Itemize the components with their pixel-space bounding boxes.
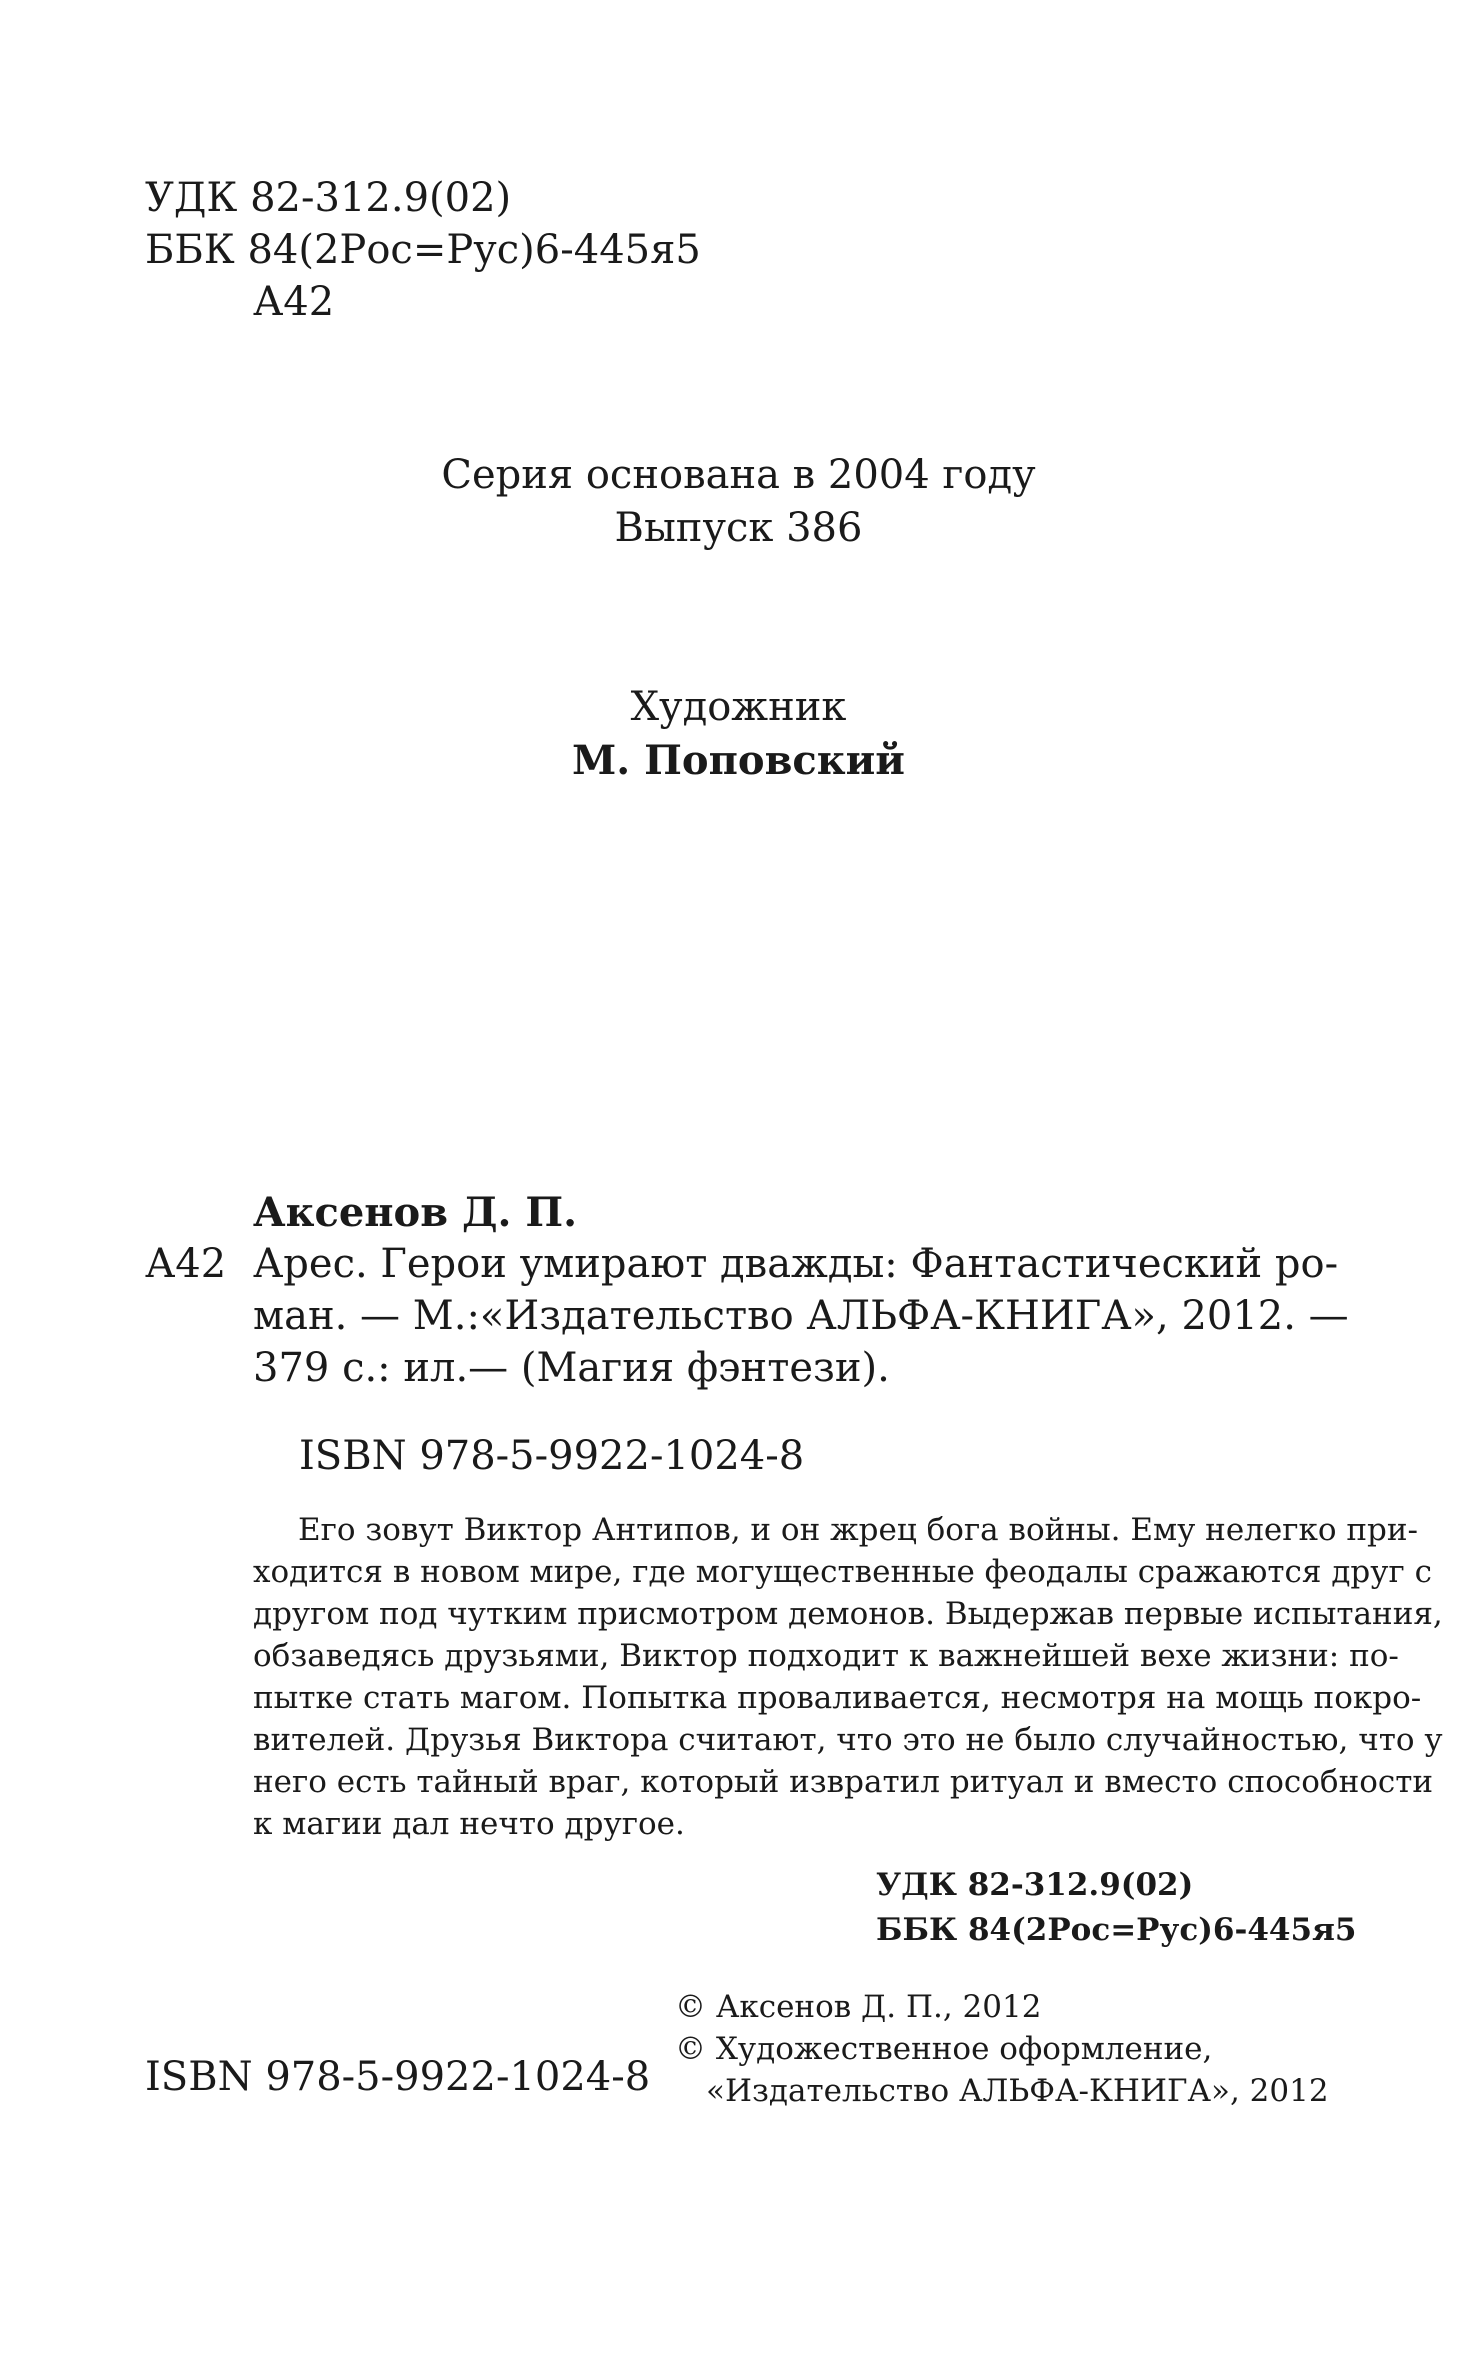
isbn-bottom: ISBN 978-5-9922-1024-8 [145,2054,651,2100]
catalog-title-line: Арес. Герои умирают дважды: Фантастический ро- [253,1241,1339,1287]
catalog-pages-line: 379 с.: ил.— (Магия фэнтези). [253,1345,890,1391]
artist-name: М. Поповский [572,737,905,784]
annotation-line: другом под чутким присмотром демонов. Выдержав первые испытания, [253,1596,1443,1632]
catalog-isbn: ISBN 978-5-9922-1024-8 [299,1433,805,1479]
udk-code: УДК 82-312.9(02) [145,175,512,221]
annotation-line: ходится в новом мире, где могущественные феодалы сражаются друг с [253,1554,1432,1590]
catalog-imprint-line [253,1293,1349,1339]
footer-udk-code: УДК 82-312.9(02) [876,1867,1194,1903]
catalog-imprint-publisher: «Издательство АЛЬФА-КНИГА», 2012. — [479,1293,1349,1339]
annotation-line: обзаведясь друзьями, Виктор подходит к важнейшей вехе жизни: по- [253,1638,1399,1674]
copyright-author: © Аксенов Д. П., 2012 [675,1989,1042,2025]
copyright-design: © Художественное оформление, [675,2031,1213,2067]
footer-bbk-code: ББК 84(2Рос=Рус)6-445я5 [876,1912,1357,1948]
annotation-line: к магии дал нечто другое. [253,1806,685,1842]
author-mark: А42 [253,279,335,325]
catalog-code: А42 [145,1241,227,1287]
annotation-line: Его зовут Виктор Антипов, и он жрец бога войны. Ему нелегко при- [298,1512,1418,1548]
bbk-code: ББК 84(2Рос=Рус)6-445я5 [145,227,701,273]
annotation-line: вителей. Друзья Виктора считают, что это не было случайностью, что у [253,1722,1443,1758]
catalog-imprint-place: ман. — М.: [253,1293,480,1339]
series-founded: Серия основана в 2004 году [441,452,1036,498]
copyright-publisher: «Издательство АЛЬФА-КНИГА», 2012 [706,2073,1329,2109]
annotation-line: пытке стать магом. Попытка проваливается, несмотря на мощь покро- [253,1680,1422,1716]
artist-label: Художник [630,684,847,730]
series-issue: Выпуск 386 [614,505,863,551]
catalog-author: Аксенов Д. П. [253,1189,578,1236]
annotation-line: него есть тайный враг, который извратил ритуал и вместо способности [253,1764,1434,1800]
